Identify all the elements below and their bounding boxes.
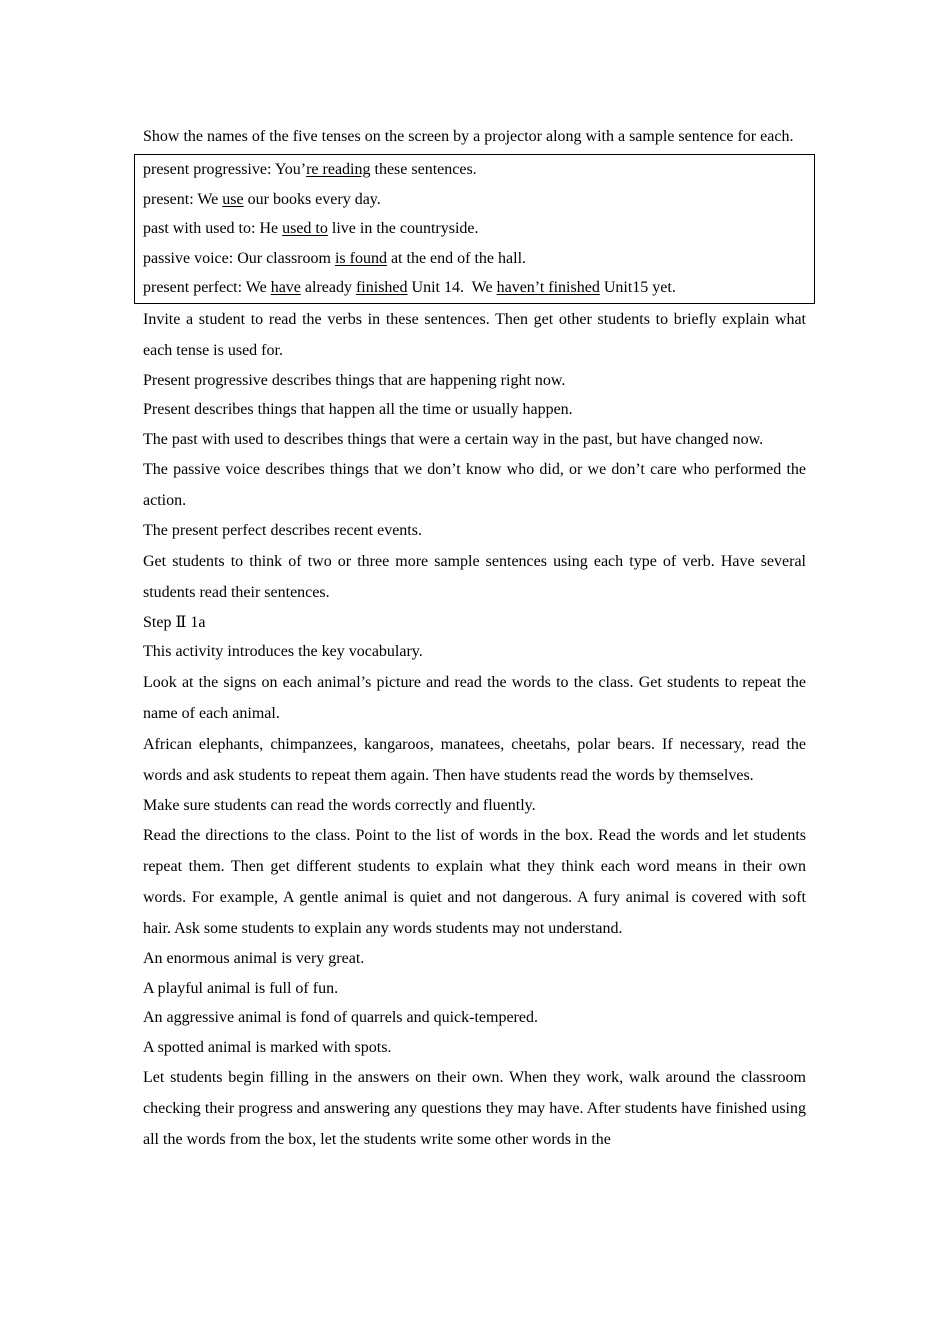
paragraph: Get students to think of two or three more sample sentences using each type of verb. Have several students read their sentences. <box>143 552 806 601</box>
step-heading: Step Ⅱ 1a <box>143 613 206 631</box>
paragraph: African elephants, chimpanzees, kangaroos, manatees, cheetahs, polar bears. If necessary, read the words and ask students to repeat them again. Then have students read the words by themselves. <box>143 735 806 784</box>
paragraph: An aggressive animal is fond of quarrels and quick-tempered. <box>143 1009 538 1027</box>
paragraph: Invite a student to read the verbs in these sentences. Then get other students to briefly explain what each tense is used for. <box>143 310 806 359</box>
paragraph: Make sure students can read the words correctly and fluently. <box>143 796 536 814</box>
intro-paragraph: Show the names of the five tenses on the screen by a projector along with a sample sentence for each. <box>143 128 794 145</box>
tense-line-passive: passive voice: Our classroom is found at the end of the hall. <box>143 249 527 267</box>
paragraph: A playful animal is full of fun. <box>143 979 339 997</box>
paragraph: This activity introduces the key vocabulary. <box>143 643 423 661</box>
paragraph: Present progressive describes things that are happening right now. <box>143 371 566 389</box>
tense-line-used-to: past with used to: He used to live in the countryside. <box>143 220 479 238</box>
tense-line-perfect: present perfect: We have already finished Unit 14. We haven’t finished Unit15 yet. <box>143 279 676 297</box>
paragraph: Look at the signs on each animal’s picture and read the words to the class. Get students to repeat the name of each animal. <box>143 673 806 722</box>
paragraph: Let students begin filling in the answers on their own. When they work, walk around the classroom checking their progress and answering any questions they may have. After students have finished using all the words from the box, let the students write some other words in the <box>143 1069 806 1149</box>
document-page <box>143 121 806 1155</box>
paragraph: The passive voice describes things that we don’t know who did, or we don’t care who performed the action. <box>143 461 806 510</box>
paragraph: A spotted animal is marked with spots. <box>143 1038 392 1056</box>
tense-line-progressive: present progressive: You’re reading these sentences. <box>143 161 477 178</box>
tense-examples-box <box>134 154 815 304</box>
tense-line-present: present: We use our books every day. <box>143 190 381 208</box>
paragraph: Present describes things that happen all the time or usually happen. <box>143 401 573 419</box>
paragraph: The past with used to describes things that were a certain way in the past, but have changed now. <box>143 430 764 448</box>
paragraph: An enormous animal is very great. <box>143 950 365 968</box>
paragraph: Read the directions to the class. Point to the list of words in the box. Read the words and let students repeat them. Then get different students to explain what they think each word means in their own words. For example, A gentle animal is quiet and not dangerous. A fury animal is covered with soft hair. Ask some students to explain any words students may not understand. <box>143 827 806 938</box>
paragraph: The present perfect describes recent events. <box>143 522 422 540</box>
